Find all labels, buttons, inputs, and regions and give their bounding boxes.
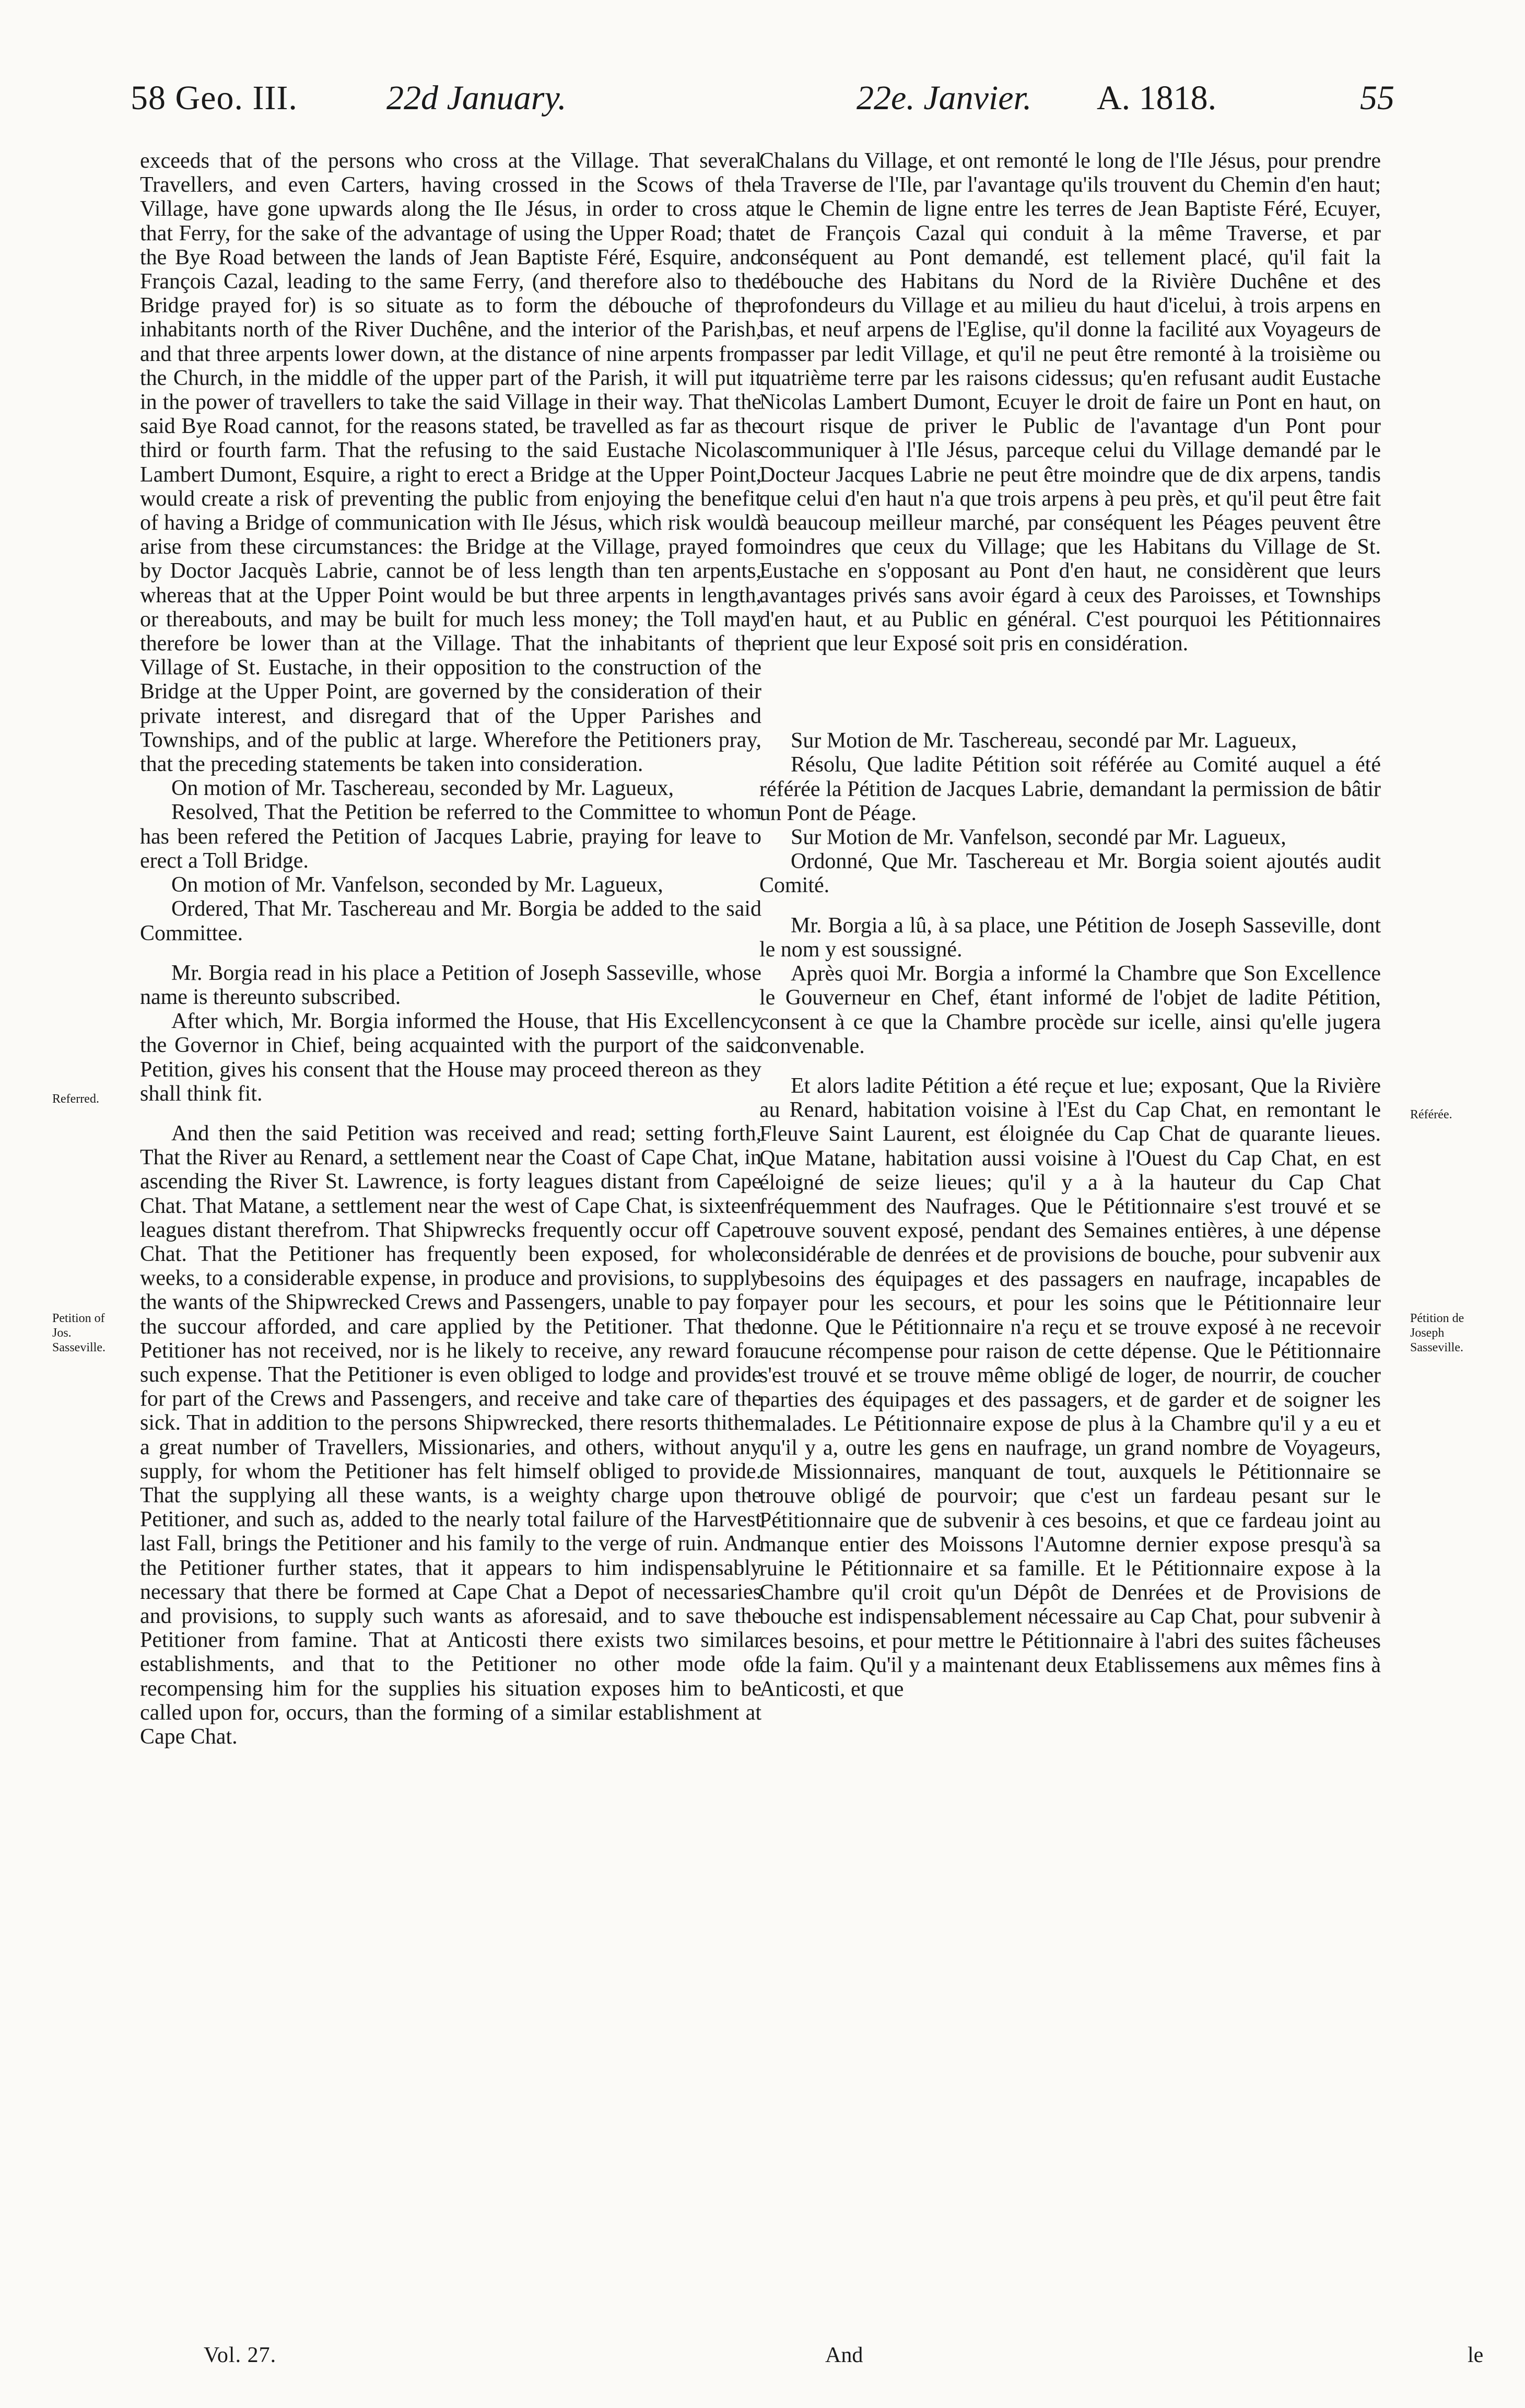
english-motion-taschereau: On motion of Mr. Taschereau, seconded by Mr. Lagueux, — [171, 776, 674, 801]
english-spacer — [140, 945, 761, 961]
english-spacer-2 — [140, 1106, 761, 1121]
english-column — [140, 149, 761, 1749]
margin-note-petition-en: Petition of Jos. Sasseville. — [52, 1312, 105, 1354]
margin-note-referred-en: Referred. — [52, 1092, 99, 1106]
margin-note-referred-fr: Référée. — [1410, 1108, 1452, 1121]
french-governor-consent: Après quoi Mr. Borgia a informé la Chambre que Son Excellence le Gouverneur en Chef, étant informé de l'objet de ladite Pétition, consent à ce que la Chambre procède sur icelle, ainsi qu'elle jugera convenable. — [759, 962, 1381, 1058]
page-number: 55 — [1360, 79, 1394, 117]
french-borgia-petition: Mr. Borgia a lû, à sa place, une Pétition de Joseph Sasseville, dont le nom y est soussigné. — [759, 913, 1381, 962]
volume-label: Vol. 27. — [204, 2343, 277, 2367]
header-date-french: 22e. Janvier. — [857, 79, 1032, 117]
header-session: 58 Geo. III. — [131, 79, 298, 117]
french-ordonne: Ordonné, Que Mr. Taschereau et Mr. Borgia soient ajoutés audit Comité. — [759, 849, 1381, 898]
french-spacer-3 — [759, 1058, 1381, 1074]
french-spacer-2 — [759, 898, 1381, 914]
french-resolu: Résolu, Que ladite Pétition soit référée au Comité auquel a été référée la Pétition de Jacques Labrie, demandant la permission de bâtir un Pont de Péage. — [759, 753, 1381, 825]
english-governor-consent: After which, Mr. Borgia informed the House, that His Excellency the Governor in Chief, being acquainted with the purport of the said Petition, gives his consent that the House may proceed thereon as they shall think fit. — [140, 1009, 761, 1106]
french-paragraph-1: Chalans du Village, et ont remonté le long de l'Ile Jésus, pour prendre la Traverse de l'Ile, par l'avantage qu'ils trouvent du Chemin d'en haut; que le Chemin de ligne entre les terres de Jean Baptiste Féré, Ecuyer, et de François Cazal qui conduit à la même Traverse, et par conséquent au Pont demandé, est tellement placé, qu'il fait la débouche des Habitans du Nord de la Rivière Duchêne et des profondeurs du Village et au milieu du haut d'icelui, à trois arpens en bas, et neuf arpens de l'Eglise, qu'il donne la facilité aux Voyageurs de passer par ledit Village, et qu'il ne peut être remonté à la troisième ou quatrième terre par les raisons cidessus; qu'en refusant audit Eustache Nicolas Lambert Dumont, Ecuyer le droit de faire un Pont en haut, on court risque de priver le Public de l'avantage d'un Pont pour communiquer à l'Ile Jésus, parceque celui du Village demandé par le Docteur Jacques Labrie ne peut être moindre que de dix arpens, tandis que celui d'en haut n'a que trois arpens à peu près, et qu'il peut être fait à beaucoup meilleur marché, par conséquent les Péages peuvent être moindres que ceux du Village; que les Habitans du Village de St. Eustache en s'opposant au Pont d'en haut, ne considèrent que leurs avantages privés sans avoir égard à ceux des Paroisses, et Townships d'en haut, et au Public en général. C'est pourquoi les Pétitionnaires prient que leur Exposé soit pris en considération. — [759, 149, 1381, 656]
english-borgia-petition: Mr. Borgia read in his place a Petition of Joseph Sasseville, whose name is thereunto subscribed. — [140, 961, 761, 1009]
french-motion-taschereau: Sur Motion de Mr. Taschereau, secondé par Mr. Lagueux, — [791, 729, 1297, 753]
english-paragraph-1: exceeds that of the persons who cross at the Village. That several Travellers, and even Carters, having crossed in the Scows of the Village, have gone upwards along the Ile Jésus, in order to cross at that Ferry, for the sake of the advantage of using the Upper Road; that the Bye Road between the lands of Jean Baptiste Féré, Esquire, and François Cazal, leading to the same Ferry, (and therefore also to the Bridge prayed for) is so situate as to form the débouche of the inhabitants north of the River Duchêne, and the interior of the Parish, and that three arpents lower down, at the distance of nine arpents from the Church, in the middle of the upper part of the Parish, it will put it in the power of travellers to take the said Village in their way. That the said Bye Road cannot, for the reasons stated, be travelled as far as the third or fourth farm. That the refusing to the said Eustache Nicolas Lambert Dumont, Esquire, a right to erect a Bridge at the Upper Point, would create a risk of preventing the public from enjoying the benefit of having a Bridge of communication with Ile Jésus, which risk would arise from these circumstances: the Bridge at the Village, prayed for by Doctor Jacquès Labrie, cannot be of less length than ten arpents, whereas that at the Upper Point would be but three arpents in length, or thereabouts, and may be built for much less money; the Toll may therefore be lower than at the Village. That the inhabitants of the Village of St. Eustache, in their opposition to the construction of the Bridge at the Upper Point, are governed by the consideration of their private interest, and disregard that of the Upper Parishes and Townships, and of the public at large. Wherefore the Petitioners pray, that the preceding statements be taken into consideration. — [140, 149, 761, 777]
header-date-english: 22d January. — [386, 79, 567, 117]
english-ordered: Ordered, That Mr. Taschereau and Mr. Borgia be added to the said Committee. — [140, 897, 761, 945]
french-motion-vanfelson: Sur Motion de Mr. Vanfelson, secondé par Mr. Lagueux, — [791, 825, 1286, 850]
catchword-english: And — [825, 2343, 863, 2367]
english-motion-vanfelson: On motion of Mr. Vanfelson, seconded by Mr. Lagueux, — [171, 873, 663, 897]
english-resolved: Resolved, That the Petition be referred to the Committee to whom has been refered the Petition of Jacques Labrie, praying for leave to erect a Toll Bridge. — [140, 800, 761, 873]
french-column — [759, 149, 1381, 1701]
french-spacer — [759, 656, 1381, 729]
page-footer — [131, 2343, 1484, 2374]
catchword-french: le — [1468, 2343, 1484, 2367]
margin-note-petition-fr: Pétition de Joseph Sasseville. — [1410, 1312, 1464, 1354]
english-petition-body: And then the said Petition was received and read; setting forth, That the River au Renard, a settlement near the Coast of Cape Chat, in ascending the River St. Lawrence, is forty leagues distant from Cape Chat. That Matane, a settlement near the west of Cape Chat, is sixteen leagues distant therefrom. That Shipwrecks frequently occur off Cape Chat. That the Petitioner has frequently been exposed, for whole weeks, to a considerable expense, in produce and provisions, to supply the wants of the Shipwrecked Crews and Passengers, unable to pay for the succour afforded, and care applied by the Petitioner. That the Petitioner has not received, nor is he likely to receive, any reward for such expense. That the Petitioner is even obliged to lodge and provide for part of the Crews and Passengers, and receive and take care of the sick. That in addition to the persons Shipwrecked, there resorts thither a great number of Travellers, Missionaries, and others, without any supply, for whom the Petitioner has felt himself obliged to provide. That the supplying all these wants, is a weighty charge upon the Petitioner, and such as, added to the nearly total failure of the Harvest last Fall, brings the Petitioner and his family to the verge of ruin. And the Petitioner further states, that it appears to him indispensably necessary that there be formed at Cape Chat a Depot of necessaries and provisions, to supply such wants as aforesaid, and to save the Petitioner from famine. That at Anticosti there exists two similar establishments, and that to the Petitioner no other mode of recompensing him for the supplies his situation exposes him to be called upon for, occurs, than the forming of a similar establishment at Cape Chat. — [140, 1121, 761, 1749]
running-header — [131, 78, 1394, 136]
french-petition-body: Et alors ladite Pétition a été reçue et lue; exposant, Que la Rivière au Renard, habitation voisine à l'Est du Cap Chat, en remontant le Fleuve Saint Laurent, est éloignée du Cap Chat de quarante lieues. Que Matane, habitation aussi voisine à l'Ouest du Cap Chat, en est éloigné de seize lieues; qu'il y a à la hauteur du Cap Chat fréquemment des Naufrages. Que le Pétitionnaire s'est trouvé et se trouve souvent exposé, pendant des Semaines entières, à une dépense considérable de denrées et de provisions de bouche, pour subvenir aux besoins des équipages et des passagers en naufrage, incapables de payer pour les secours, et pour les soins que le Pétitionnaire leur donne. Que le Pétitionnaire n'a reçu et se trouve exposé à ne recevoir aucune récompense pour raison de cette dépense. Que le Pétitionnaire s'est trouvé et se trouve même obligé de loger, de nourrir, de coucher parties des équipages et des passagers, et de garder et de soigner les malades. Le Pétitionnaire expose de plus à la Chambre qu'il y a eu et qu'il y a, outre les gens en naufrage, un grand nombre de Voyageurs, de Missionnaires, manquant de tout, auxquels le Pétitionnaire se trouve obligé de pourvoir; que c'est un fardeau pesant sur le Pétitionnaire que de subvenir à ces besoins, et que ce fardeau joint au manque entier des Moissons l'Automne dernier expose presqu'à sa ruine le Pétitionnaire et sa famille. Et le Pétitionnaire expose à la Chambre qu'il croit qu'un Dépôt de Denrées et de Provisions de bouche est indispensablement nécessaire au Cap Chat, pour subvenir à ces besoins, et pour mettre le Pétitionnaire à l'abri des suites fâcheuses de la faim. Qu'il y a maintenant deux Etablissemens aux mêmes fins à Anticosti, et que — [759, 1073, 1381, 1701]
header-year: A. 1818. — [1097, 79, 1217, 117]
